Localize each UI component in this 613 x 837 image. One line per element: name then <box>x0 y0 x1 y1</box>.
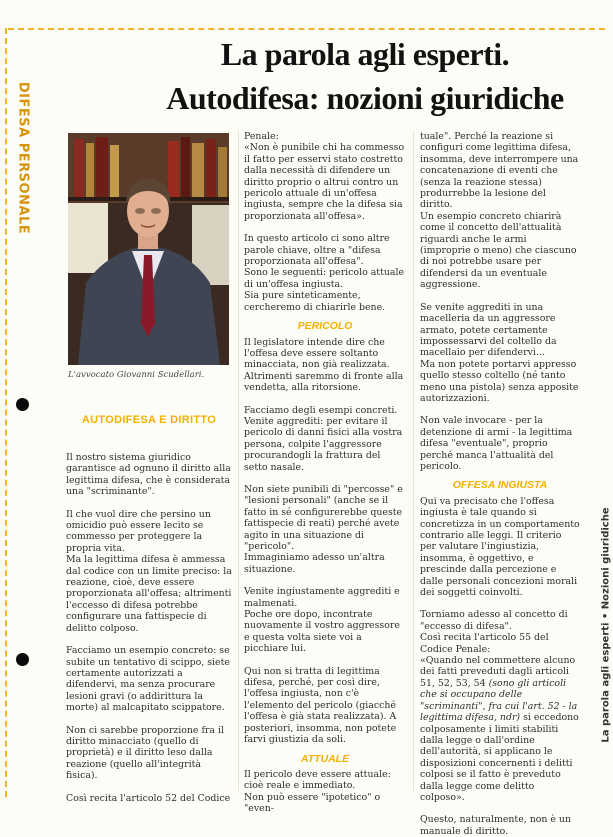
paragraph: Il legislatore intende dire che l'offesa deve essere soltanto minacciata, non già realizzata. <box>244 336 390 371</box>
section-label-text: DIFESA PERSONALE <box>15 81 31 235</box>
lawyer-photo <box>68 133 229 365</box>
top-border <box>8 28 605 30</box>
paragraph: Se venite aggrediti in una macelleria da un aggressore armato, potete certamente impossessarvi del coltello da macellaio per difendervi... <box>420 301 557 359</box>
paragraph: Il pericolo deve essere attuale: cioè reale e immediato. <box>244 768 391 792</box>
paragraph: Torniamo adesso al concetto di "eccesso di difesa". <box>420 609 568 632</box>
column-1 <box>66 452 232 804</box>
column-3 <box>420 131 580 837</box>
paragraph: Sia pure sinteticamente, cercheremo di chiarirle bene. <box>244 290 386 313</box>
column-divider <box>238 131 239 791</box>
subheading-attuale: ATTUALE <box>300 752 350 765</box>
paragraph: Non può essere "ipotetico" o "even- <box>244 791 381 815</box>
subheading-pericolo: PERICOLO <box>297 320 353 333</box>
quote-note: (sono gli articoli che si occupano delle "scriminanti", fra cui l'art. 52 - la legittima difesa, ndr) <box>420 677 578 724</box>
paragraph: Così recita l'articolo 52 del Codice <box>66 792 231 804</box>
paragraph: Così recita l'articolo 55 del Codice Penale: <box>420 632 549 655</box>
binder-hole <box>16 653 29 666</box>
page-subtitle: Autodifesa: nozioni giuridiche <box>166 80 564 116</box>
side-strip <box>599 455 613 795</box>
binder-hole <box>16 398 29 411</box>
paragraph: tuale". Perché la reazione si configuri come legittima difesa, insomma, deve interrompere una concatenazione di eventi che (senza la reazione stessa) produrrebbe la lesione del diritto. <box>420 131 579 211</box>
quote: «Non è punibile chi ha commesso il fatto per esservi stato costretto dalla necessità di difendere un diritto proprio o altrui contro un pericolo attuale di un'offesa ingiusta, sempre che la difesa sia proporzionata all'offesa». <box>244 142 405 222</box>
paragraph: Ma la legittima difesa è ammessa dal codice con un limite preciso: la reazione, cioè, deve essere proporzionata all'offesa; altrimenti l'eccesso di difesa potrebbe configurare una fattispecie di delitto colposo. <box>66 554 232 634</box>
paragraph: Non siete punibili di "percosse" e "lesioni personali" (anche se il fatto in sé configurerebbe queste fattispecie di reati) perché avete agito in una situazione di "pericolo". <box>244 483 403 552</box>
quote <box>420 655 580 803</box>
paragraph: Facciamo degli esempi concreti. Venite aggrediti: per evitare il pericolo di danni fisici alla vostra persona, colpite l'aggressore procurandogli la frattura del setto nasale. <box>244 404 403 473</box>
paragraph: Ma non potete portarvi appresso quello stesso coltello (né tanto meno una pistola) senza apposite autorizzazioni. <box>420 358 579 404</box>
paragraph: Il che vuol dire che persino un omicidio può essere lecito se commesso per proteggere la propria vita. <box>66 508 211 554</box>
paragraph: Un esempio concreto chiarirà come il concetto dell'attualità riguardi anche le armi (improprie o meno) che ciascuno di noi potrebbe usare per difendersi da un eventuale aggressione. <box>420 210 577 291</box>
quote-part: si eccedono colposamente i limiti stabiliti dalla legge o dall'ordine dell'autorità, si applicano le disposizioni concernenti i delitti colposi se il fatto è preveduto dalla legge come delitto colposo». <box>420 712 579 803</box>
paragraph: Poche ore dopo, incontrate nuovamente il vostro aggressore e questa volta siete voi a picchiare lui. <box>244 609 400 655</box>
paragraph: Immaginiamo adesso un'altra situazione. <box>244 552 385 575</box>
paragraph: Facciamo un esempio concreto: se subite un tentativo di scippo, siete certamente autorizzati a difendervi, ma senza procurare lesioni gravi (o addirittura la morte) al malcapitato scippatore. <box>66 645 230 714</box>
paragraph: Sono le seguenti: pericolo attuale di un'offesa ingiusta. <box>244 267 404 290</box>
paragraph: Penale: <box>244 131 279 142</box>
portrait-illustration <box>68 133 229 365</box>
paragraph: Non vale invocare - per la detenzione di armi - la legittima difesa "eventuale", proprio perché manca l'attualità del pericolo. <box>420 415 573 472</box>
side-strip-text: La parola agli esperti • Nozioni giuridiche <box>600 507 612 743</box>
subheading-offesa-ingiusta: OFFESA INGIUSTA <box>452 479 548 492</box>
photo-caption: L'avvocato Giovanni Scudellari. <box>68 370 205 380</box>
paragraph: Non ci sarebbe proporzione fra il diritto minacciato (quello di proprietà) e il diritto leso dalla reazione (quello all'integrità fisica). <box>66 724 224 782</box>
paragraph: Altrimenti saremmo di fronte alla vendetta, alla ritorsione. <box>244 370 404 394</box>
paragraph: Il nostro sistema giuridico garantisce ad ognuno il diritto alla legittima difesa, che è considerata una "scriminante". <box>66 452 231 498</box>
paragraph: Venite ingiustamente aggrediti e malmenati. <box>244 586 400 609</box>
paragraph: Qui va precisato che l'offesa ingiusta è tale quando si concretizza in un comportamento contrario alle leggi. Il criterio per valutare l'ingiustizia, insomma, è oggettivo, e prescinde dalla percezione e dalle personali concezioni morali dei soggetti coinvolti. <box>420 495 580 599</box>
paragraph: In questo articolo ci sono altre parole chiave, oltre a "difesa proporzionata all'offesa". <box>244 233 390 268</box>
paragraph: Qui non si tratta di legittima difesa, perché, per così dire, l'offesa ingiusta, non c'è l'elemento del pericolo (giacché l'offesa è già stata realizzata). A posteriori, insomma, non potete farvi giustizia da soli. <box>244 665 397 746</box>
quote-part: «Quando nel commettere alcuno dei fatti preveduti dagli articoli 51, 52, 53, 54 <box>420 655 576 689</box>
section-heading: AUTODIFESA E DIRITTO <box>81 414 217 426</box>
paragraph: Questo, naturalmente, non è un manuale di diritto. <box>420 814 572 837</box>
section-label <box>6 58 40 258</box>
page-title: La parola agli esperti. <box>220 36 510 72</box>
column-divider <box>413 131 414 791</box>
column-2 <box>244 131 406 815</box>
